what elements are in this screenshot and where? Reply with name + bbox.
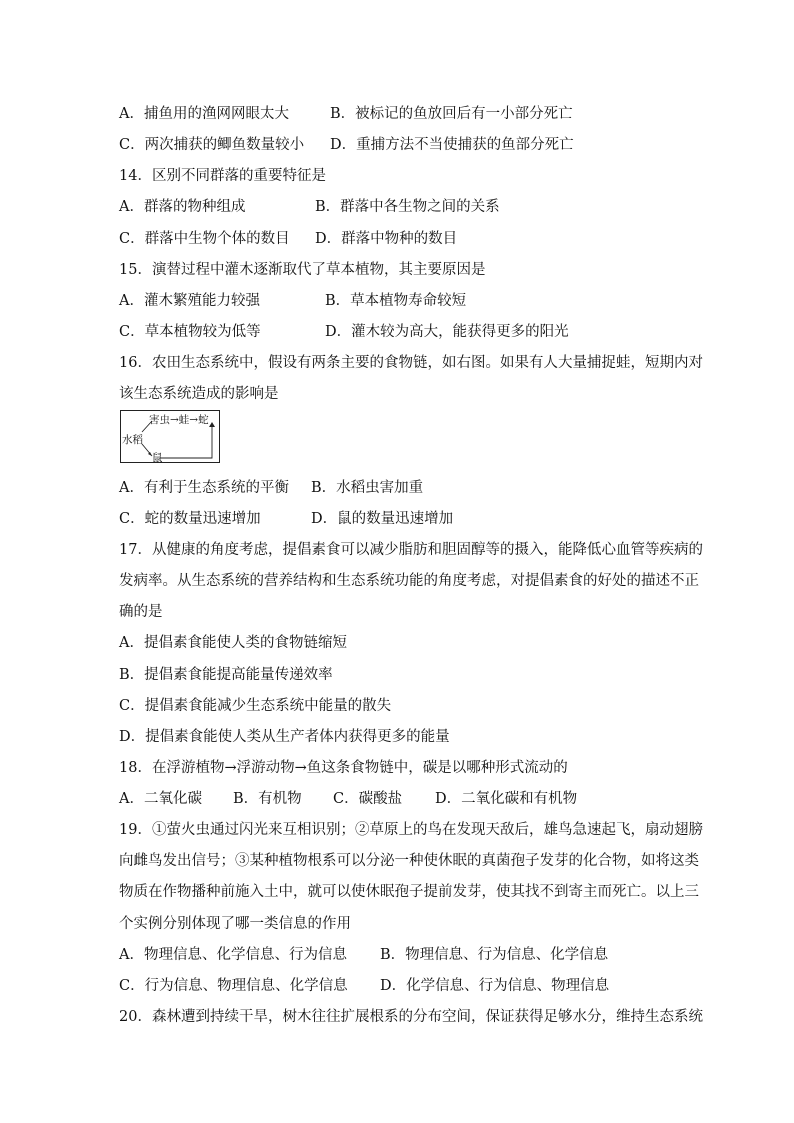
q14-option-d: D．群落中物种的数目 bbox=[315, 231, 458, 247]
q18-option-c: C．碳酸盐 bbox=[333, 791, 403, 807]
q19-stem-line-4: 个实例分别体现了哪一类信息的作用 bbox=[119, 916, 351, 932]
q14-option-b: B．群落中各生物之间的关系 bbox=[315, 199, 500, 215]
diagram-mouse-label: 鼠 bbox=[152, 452, 163, 463]
q16-option-a: A．有利于生态系统的平衡 bbox=[119, 480, 289, 496]
q17-option-b: B．提倡素食能提高能量传递效率 bbox=[119, 667, 333, 683]
q16-option-d: D．鼠的数量迅速增加 bbox=[311, 511, 454, 527]
q18-option-b: B．有机物 bbox=[233, 791, 302, 807]
q19-stem-line-2: 向雌鸟发出信号；③某种植物根系可以分泌一种使休眠的真菌孢子发芽的化合物，如将这类 bbox=[119, 853, 699, 869]
q18-option-a: A．二氧化碳 bbox=[119, 791, 202, 807]
q13-option-a: A．捕鱼用的渔网网眼太大 bbox=[119, 106, 289, 122]
q17-stem-line-3: 确的是 bbox=[119, 604, 163, 620]
q14-option-a: A．群落的物种组成 bbox=[119, 199, 246, 215]
q20-stem: 20．森林遭到持续干旱，树木往往扩展根系的分布空间，保证获得足够水分，维持生态系统 bbox=[119, 1009, 703, 1025]
q17-option-a: A．提倡素食能使人类的食物链缩短 bbox=[119, 635, 347, 651]
q13-option-d: D．重捕方法不当使捕获的鱼部分死亡 bbox=[330, 137, 574, 153]
q19-option-a: A．物理信息、化学信息、行为信息 bbox=[119, 947, 347, 963]
q19-option-b: B．物理信息、行为信息、化学信息 bbox=[380, 947, 609, 963]
q15-option-d: D．灌木较为高大，能获得更多的阳光 bbox=[325, 324, 569, 340]
q18-option-d: D．二氧化碳和有机物 bbox=[435, 791, 578, 807]
diagram-rice-label: 水稻 bbox=[122, 434, 143, 446]
q15-stem: 15．演替过程中灌木逐渐取代了草本植物，其主要原因是 bbox=[119, 262, 486, 278]
q16-option-c: C．蛇的数量迅速增加 bbox=[119, 511, 261, 527]
q15-option-b: B．草本植物寿命较短 bbox=[325, 293, 467, 309]
q19-option-d: D．化学信息、行为信息、物理信息 bbox=[380, 978, 610, 994]
diagram-chain-top-label: 害虫→蛙→蛇 bbox=[149, 414, 209, 426]
q13-option-b: B．被标记的鱼放回后有一小部分死亡 bbox=[330, 106, 573, 122]
q14-option-c: C．群落中生物个体的数目 bbox=[119, 231, 290, 247]
q19-stem-line-1: 19．①萤火虫通过闪光来互相识别；②草原上的鸟在发现天敌后，雄鸟急速起飞，扇动翅膀 bbox=[119, 822, 703, 838]
q15-option-a: A．灌木繁殖能力较强 bbox=[119, 293, 260, 309]
q16-stem-line-2: 该生态系统造成的影响是 bbox=[119, 386, 279, 402]
q13-option-c: C．两次捕获的鲫鱼数量较小 bbox=[119, 137, 305, 153]
q19-option-c: C．行为信息、物理信息、化学信息 bbox=[119, 978, 348, 994]
food-chain-diagram bbox=[120, 410, 220, 463]
q16-stem-line-1: 16．农田生态系统中，假设有两条主要的食物链，如右图。如果有人大量捕捉蛙，短期内对 bbox=[119, 355, 703, 371]
arrow-mouse-to-snake-head bbox=[209, 422, 215, 427]
q14-stem: 14．区别不同群落的重要特征是 bbox=[119, 168, 326, 184]
q17-option-d: D．提倡素食能使人类从生产者体内获得更多的能量 bbox=[119, 729, 450, 745]
arrow-mouse-to-snake bbox=[160, 424, 212, 458]
q17-option-c: C．提倡素食能减少生态系统中能量的散失 bbox=[119, 698, 392, 714]
q19-stem-line-3: 物质在作物播种前施入土中，就可以使休眠孢子提前发芽，使其找不到寄主而死亡。以上三 bbox=[119, 884, 699, 900]
q17-stem-line-2: 发病率。从生态系统的营养结构和生态系统功能的角度考虑，对提倡素食的好处的描述不正 bbox=[119, 573, 699, 589]
q16-option-b: B．水稻虫害加重 bbox=[311, 480, 424, 496]
q17-stem-line-1: 17．从健康的角度考虑，提倡素食可以减少脂肪和胆固醇等的摄入，能降低心血管等疾病的 bbox=[119, 542, 703, 558]
q15-option-c: C．草本植物较为低等 bbox=[119, 324, 261, 340]
q18-stem: 18．在浮游植物→浮游动物→鱼这条食物链中，碳是以哪种形式流动的 bbox=[119, 760, 568, 776]
